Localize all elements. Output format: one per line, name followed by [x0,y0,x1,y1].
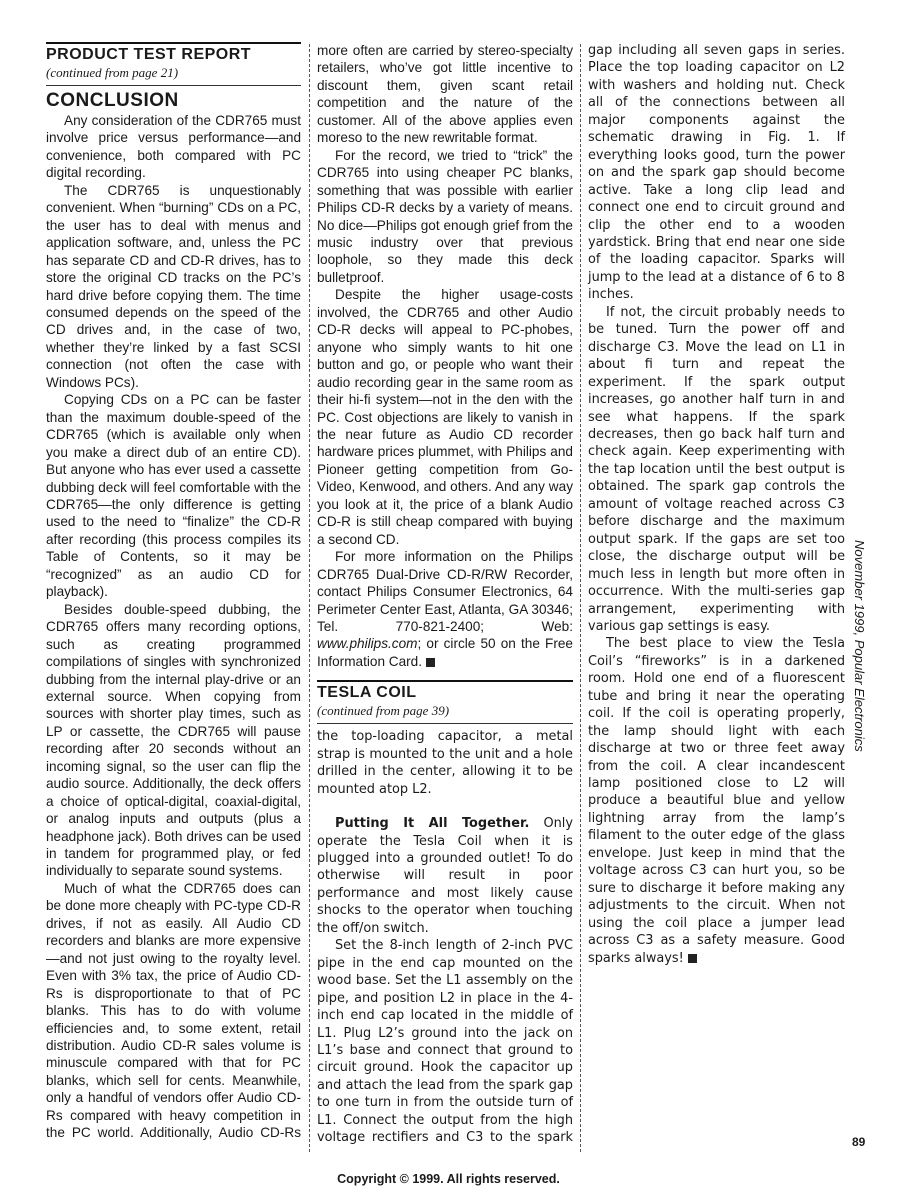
conclusion-paragraph-3: Copying CDs on a PC can be faster than the maximum double-speed of the CDR765 (which is available only when you make a direct dub of an entire CD). But anyone who has ever used a cassette dubbing deck will feel comfortable with the CDR765—the only difference is getting used to the need to “finalize” the CD-R after recording (this process compiles its Table of Contents, so it may be “recognized” as an audio CD for playback). [46,392,301,600]
copyright-notice: Copyright © 1999. All rights reserved. [337,1172,560,1186]
tesla-paragraph-4: If not, the circuit probably needs to be tuned. Turn the power off and discharge C3. Move the lead on L1 in about ﬁ turn and repeat the experiment. If the spark output increases, go another half turn in and see what happens. If the spark decreases, then go back half turn and check again. Keep experimenting with the tap location until the best output is obtained. The spark gap controls the amount of voltage reached across C3 before discharge and the maximum output spark. If the gaps are set too close, the discharge output will be much less in length but more often in occurrence. With the multi-series gap arrangement, experimenting with various gap settings is easy. [588,304,845,634]
column-divider-1 [309,44,310,1152]
flow-paragraph-start: Much of what the CDR765 does can be done more cheaply with PC-type CD-R drives, if not as easily. All Audio CD recorders and blanks are more expensive—and not just owing to the royalty level. Even with 3% tax, the price of Audio CD-Rs is disproportionate to that of PC blanks. This has to do with volume efficiencies and, to some extent, retail distribution. Audio CD-R sales volume is minuscule compared with that for PC blanks, which sell for cents. Meanwhile, only a handful of vendors offer Audio CD-Rs compared with heavy competition in the PC world. Additionally, Audio CD-Rs [46,880,301,1141]
tesla-title: TESLA COIL [317,684,417,702]
philips-web-link[interactable]: www.philips.com [317,636,418,652]
column-divider-2 [580,44,581,1152]
end-mark-icon [688,954,697,963]
flow-paragraph-end: gap including all seven gaps in series. Place the top loading capacitor on L2 with washers and holding nut. Check all of the connections between all major components against the schematic drawing in Fig. 1. If everything looks good, turn the power on and the spark gap should become active. Take a long clip lead and connect one end to circuit ground and clip the other end to a wooden yardstick. Bring that end near one side of the loading capacitor. Sparks will jump to the lead at a distance of 6 to 8 inches. [588,43,845,303]
tesla-runin-heading: Putting It All Together. [335,816,530,832]
tesla-paragraph-5-text: The best place to view the Tesla Coil’s “fireworks” is in a darkened room. Hold one end of a fluorescent tube and bring it near the operating coil. If the coil is operating properly, the lamp should light with each discharge at two or three feet away from the coil. A clear incandescent lamp positioned close to L2 will produce a beautiful blue and yellow lightning array from the lamp’s filament to the outer edge of the glass envelope. Just keep in mind that the voltage across C3 can hurt you, so be sure to discharge it before making any adjustments to the circuit. When not using the coil place a jumper lead across C3 as a safety measure. Good sparks always! [588,636,845,966]
flow-paragraph-start: Set the 8-inch length of 2-inch PVC pipe in the end cap mounted on the wood base. Set the L1 assembly on the pipe, and position L2 in place in the 4-inch end cap located in the middle of L1. Plug L2’s ground into the jack on L1’s base and connect that ground to circuit ground. Hook the capacitor up and attach the lead from the spark gap to one turn in from the outside turn of L1. Connect the output from the high voltage rectifiers and C3 to the spark [317,938,573,1146]
column-1 [46,42,301,1142]
conclusion-heading: CONCLUSION [46,90,179,111]
page-number: 89 [852,1135,866,1149]
info-intro: For more information on the Philips CDR765 Dual-Drive CD-R/RW Recorder, contact Philips Consumer Electronics, 64 Perimeter Center East, Atlanta, GA 30346; Tel. 770-821-2400; Web: [317,549,573,634]
column-3 [588,42,845,967]
flow-region-1 [46,880,301,1142]
tesla-paragraph-5 [588,635,845,967]
tesla-paragraph-1: the top-loading capacitor, a metal strap is mounted to the unit and a hole drilled in the center, allowing it to be mounted atop L2. [317,729,573,797]
flow-region-3 [317,937,573,1146]
product-test-header [46,42,301,86]
column-2 [317,42,573,1147]
conclusion-paragraph-4: Besides double-speed dubbing, the CDR765 offers many recording options, such as creating programmed compilations of singles with synchronized dubbing from the internal play-drive or an external source. When copying from sources with shorter play times, such as LP or cassette, the CDR765 will pause recording after 20 seconds without an incoming signal, so the user can flip the audio source. Additionally, the deck offers a choice of optical-digital, coaxial-digital, or analog inputs and outputs (plus a headphone jack). Both drives can be used in tandem for programmed play, or fed individually to separate sound systems. [46,601,301,879]
tesla-body [317,728,573,1146]
tesla-continued: (continued from page 39) [317,702,573,724]
flow-paragraph-end: more often are carried by stereo-specialty retailers, who’ve got little incentive to discount them, given scant retail competition and the nature of the customer. All of the above applies even moreso to the new rewritable format. [317,43,573,146]
product-test-continued: (continued from page 21) [46,64,301,86]
info-outro: ; or circle 50 on the Free Information Card. [317,636,573,669]
side-folio: November 1999, Popular Electronics [852,540,867,752]
tesla-paragraph-2 [317,815,573,937]
tesla-paragraph-2-text: Only operate the Tesla Coil when it is plugged into a grounded outlet! To do otherwise will result in poor performance and most likely cause shocks to the operator when touching the off/on switch. [317,816,573,936]
flow-region-2 [317,42,573,147]
info-paragraph [317,548,573,670]
end-mark-icon [426,658,435,667]
tesla-header [317,680,573,724]
conclusion-paragraph-6: For the record, we tried to “trick” the CDR765 into using cheaper PC blanks, something that was possible with earlier Philips CD-R decks by a variety of means. No dice—Philips got enough grief from the music industry over that previous loophole, so they made this deck bulletproof. [317,147,573,285]
flow-region-4 [588,42,845,304]
conclusion-paragraph-2: The CDR765 is unquestionably convenient. When “burning” CDs on a PC, the user has to deal with menus and application software, and, unless the PC has separate CD and CD-R drives, has to store the original CD tracks on the PC’s hard drive before copying them. The time consumed depends on the speed of the CD drives and, in the case of two, whether they’re linked by a fast SCSI connection (not often the case with Windows PCs). [46,182,301,390]
product-test-title: PRODUCT TEST REPORT [46,46,252,63]
conclusion-paragraph-7: Despite the higher usage-costs involved, the CDR765 and other Audio CD-R decks will appeal to PC-phobes, anyone who simply wants to hit one button and go, or people who want their audio recording gear in the same room as their hi-fi system—not in the den with the PC. Cost objections are likely to vanish in the near future as Audio CD recorder hardware prices plummet, with Philips and Pioneer getting competition from Go-Video, Kenwood, and others. And any way you look at it, the price of a blank Audio CD-R is still cheap compared with buying a second CD. [317,287,573,547]
conclusion-paragraph-1: Any consideration of the CDR765 must involve price versus performance—and convenience, both compared with PC digital recording. [46,113,301,181]
